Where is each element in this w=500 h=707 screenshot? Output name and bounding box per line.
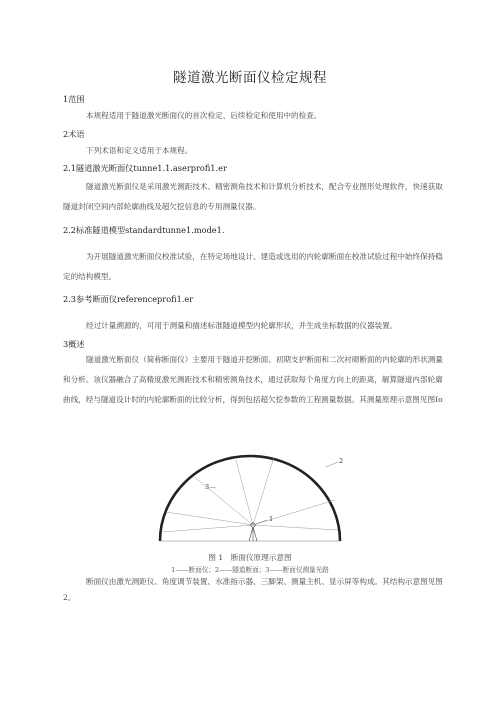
section-2-1-heading: 2.1隧道激光断面仪tunne1.1.aserprofi1.er <box>63 163 227 173</box>
figure-legend: 1——断面仪；2——隧道断面；3——断面仪测量光路 <box>171 566 329 574</box>
section-2-3-heading: 2.3参考断面仪referenceprofi1.er <box>63 294 194 304</box>
profiler-instrument <box>249 523 257 541</box>
section-2-text: 下列术语和定义适用于本规程。 <box>86 146 193 155</box>
section-3-heading: 3概述 <box>63 339 85 349</box>
section-1-heading: 1范围 <box>63 94 85 104</box>
section-2-1-text: 隧道激光断面仪是采用激光测距技术、精密测角技术和计算机分析技术，配合专业图形处理软件，快速获取隧道封闭空间内部轮廓曲线及超欠挖信息的专用测量仪器。 <box>63 182 443 211</box>
figure-label-1: 1 <box>269 515 274 523</box>
section-2-3-text: 经过计量溯源的，可用于测量和描述标准隧道模型内轮廓形状，并生成坐标数据的仪器装置。 <box>86 321 398 330</box>
section-2-2-heading: 2.2标准隧道模型standardtunne1.mode1. <box>63 225 225 235</box>
section-1-text: 本规程适用于隧道激光断面仪的首次检定、后续检定和使用中的检查。 <box>86 111 322 120</box>
tunnel-section-arc <box>160 456 340 541</box>
measurement-rays <box>162 457 338 532</box>
section-2-heading: 2术语 <box>63 129 85 139</box>
section-3-text: 隧道激光断面仪（简称断面仪）主要用于隧道开挖断面、初期支护断面和二次衬砌断面的内轮廓的形状测量和分析。该仪器融合了高精度激光测距技术和精密测角技术，通过获取每个角度方向上的距离，解算隧道内部轮廓曲线，经与隧道设计时的内轮廓断面的比较分析，得到包括超欠挖参数的工程测量数据。其测量原理示意图见图Io <box>63 355 443 404</box>
figure-1-diagram <box>150 448 350 548</box>
figure-label-3: 3 <box>205 483 210 491</box>
section-3-text-2: 断面仪由激光测距仪、角度调节装置、水准指示器、三脚架、测量主机、显示屏等构成。其结构示意图见图2。 <box>63 577 443 602</box>
figure-caption: 图 1 断面仪原理示意图 <box>208 553 292 562</box>
section-2-2-text: 为开展隧道激光断面仪校准试验，在特定场地设计、建造或选用的内轮廓断面在校准试验过程中始终保持稳定的结构模型。 <box>63 252 443 281</box>
figure-label-2: 2 <box>339 457 344 465</box>
page-title: 隧道激光断面仪检定规程 <box>173 70 327 86</box>
